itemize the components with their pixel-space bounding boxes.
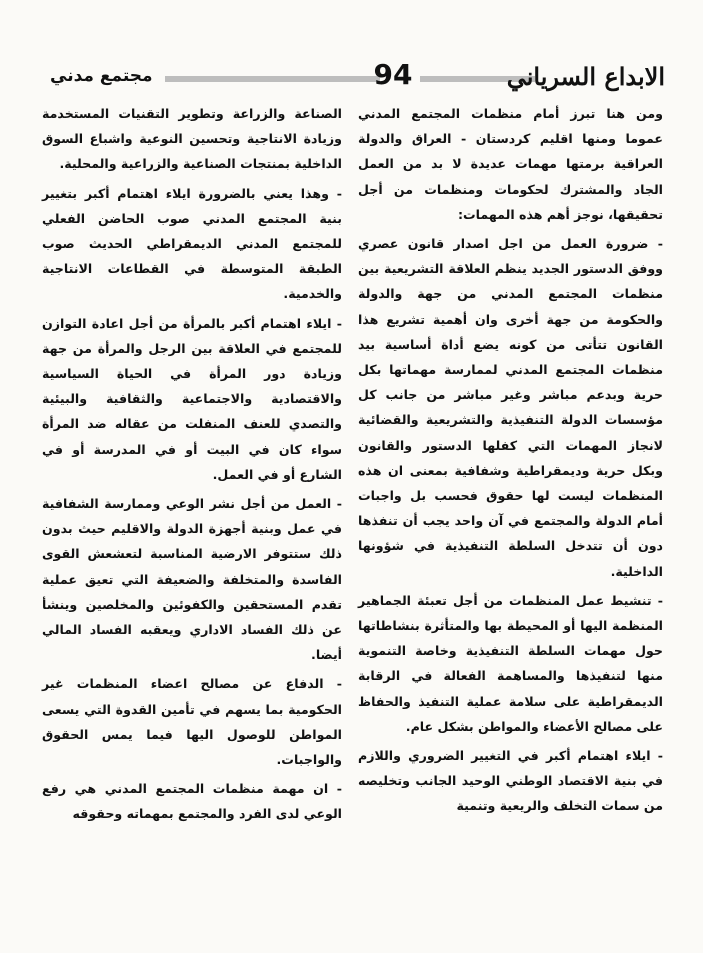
text-column-right [358, 101, 663, 941]
page-header [50, 58, 665, 96]
paragraph: - وهذا يعني بالضرورة ايلاء اهتمام أكبر بتغيير بنية المجتمع المدني صوب الحاضن الفعلي للمجتمع المدني الديمقراطي الحديث صوب الطبقة المتوسطة في القطاعات الانتاجية والخدمية. [42, 185, 342, 302]
paragraph: - العمل من أجل نشر الوعي وممارسة الشفافية في عمل وبنية أجهزة الدولة والاقليم حيث بدون ذلك ستتوفر الارضية المناسبة لتعشعش القوى الفاسدة والمتخلفة والضعيفة التي تعيق عملية تقدم المستحقين والكفوئين والمخلصين وينشأ عن ذلك الفساد الاداري ويعقبه الفساد المالي أيضا. [42, 496, 342, 663]
page-number: 94 [373, 58, 413, 91]
paragraph: - ايلاء اهتمام أكبر في التغيير الضروري واللازم في بنية الاقتصاد الوطني الوحيد الجانب وتخليصه من سمات التخلف والريعية وتنمية [358, 748, 663, 814]
paragraph: - الدفاع عن مصالح اعضاء المنظمات غير الحكومية بما يسهم في تأمين القدوة التي يسعى المواطن للوصول اليها فيما يمس الحقوق والواجبات. [42, 676, 342, 768]
paragraph: ومن هنا تبرز أمام منظمات المجتمع المدني عموما ومنها اقليم كردستان - العراق والدولة العراقية برمتها مهمات عديدة لا بد من العمل الجاد والمشترك لحكومات ومنظمات من أجل تحقيقها، نوجز أهم هذه المهمات: [358, 106, 663, 222]
paragraph: الصناعة والزراعة وتطوير التقنيات المستخدمة وزيادة الانتاجية وتحسين النوعية واشباع السوق الداخلية بمنتجات الصناعية والزراعية والمحلية. [42, 106, 342, 172]
magazine-title: الابداع السرياني [506, 62, 665, 91]
paragraph: - ايلاء اهتمام أكبر بالمرأة من أجل اعادة التوازن للمجتمع في العلاقة بين الرجل والمرأة من جهة وزيادة دور المرأة في الحياة السياسية والاقتصادية والاجتماعية والثقافية والبيئية والتصدي للعنف المنفلت من عقاله ضد المرأة سواء كان في البيت أو في المدرسة أو في الشارع أو في العمل. [42, 315, 342, 482]
paragraph: - ضرورة العمل من اجل اصدار قانون عصري ووفق الدستور الجديد ينظم العلاقة التشريعية بين منظمات المجتمع المدني من جهة والدولة والحكومة من جهة أخرى وان أهمية تشريع هذا القانون تتأتى من كونه يضع أداة أساسية بيد منظمات المجتمع المدني لممارسة مهماتها بكل حرية وبدعم مباشر وغير مباشر من جانب كل مؤسسات الدولة التنفيذية والتشريعية والقضائية لانجاز المهمات التي كفلها الدستور والقانون وبكل حرية وديمقراطية وشفافية بمعنى ان هذه المنظمات ليست لها حقوق فحسب بل واجبات أمام الدولة والمجتمع في آن واحد يجب أن تنفذها دون أن تتدخل السلطة التنفيذية في شؤونها الداخلية. [358, 236, 663, 579]
paragraph: - ان مهمة منظمات المجتمع المدني هي رفع الوعي لدى الفرد والمجتمع بمهماته وحقوقه [42, 781, 342, 822]
text-column-left [42, 101, 342, 941]
paragraph: - تنشيط عمل المنظمات من أجل تعبئة الجماهير المنظمة اليها أو المحيطة بها والمتأثرة بنشاطاتها حول مهمات السلطة التنفيذية وخاصة التنموية منها لتنفيذها والمساهمة الفعالة في الرقابة الديمقراطية على سلامة عملية التنفيذ والحفاظ على مصالح الأعضاء والمواطن بشكل عام. [358, 592, 663, 734]
section-title: مجتمع مدني [50, 66, 153, 86]
